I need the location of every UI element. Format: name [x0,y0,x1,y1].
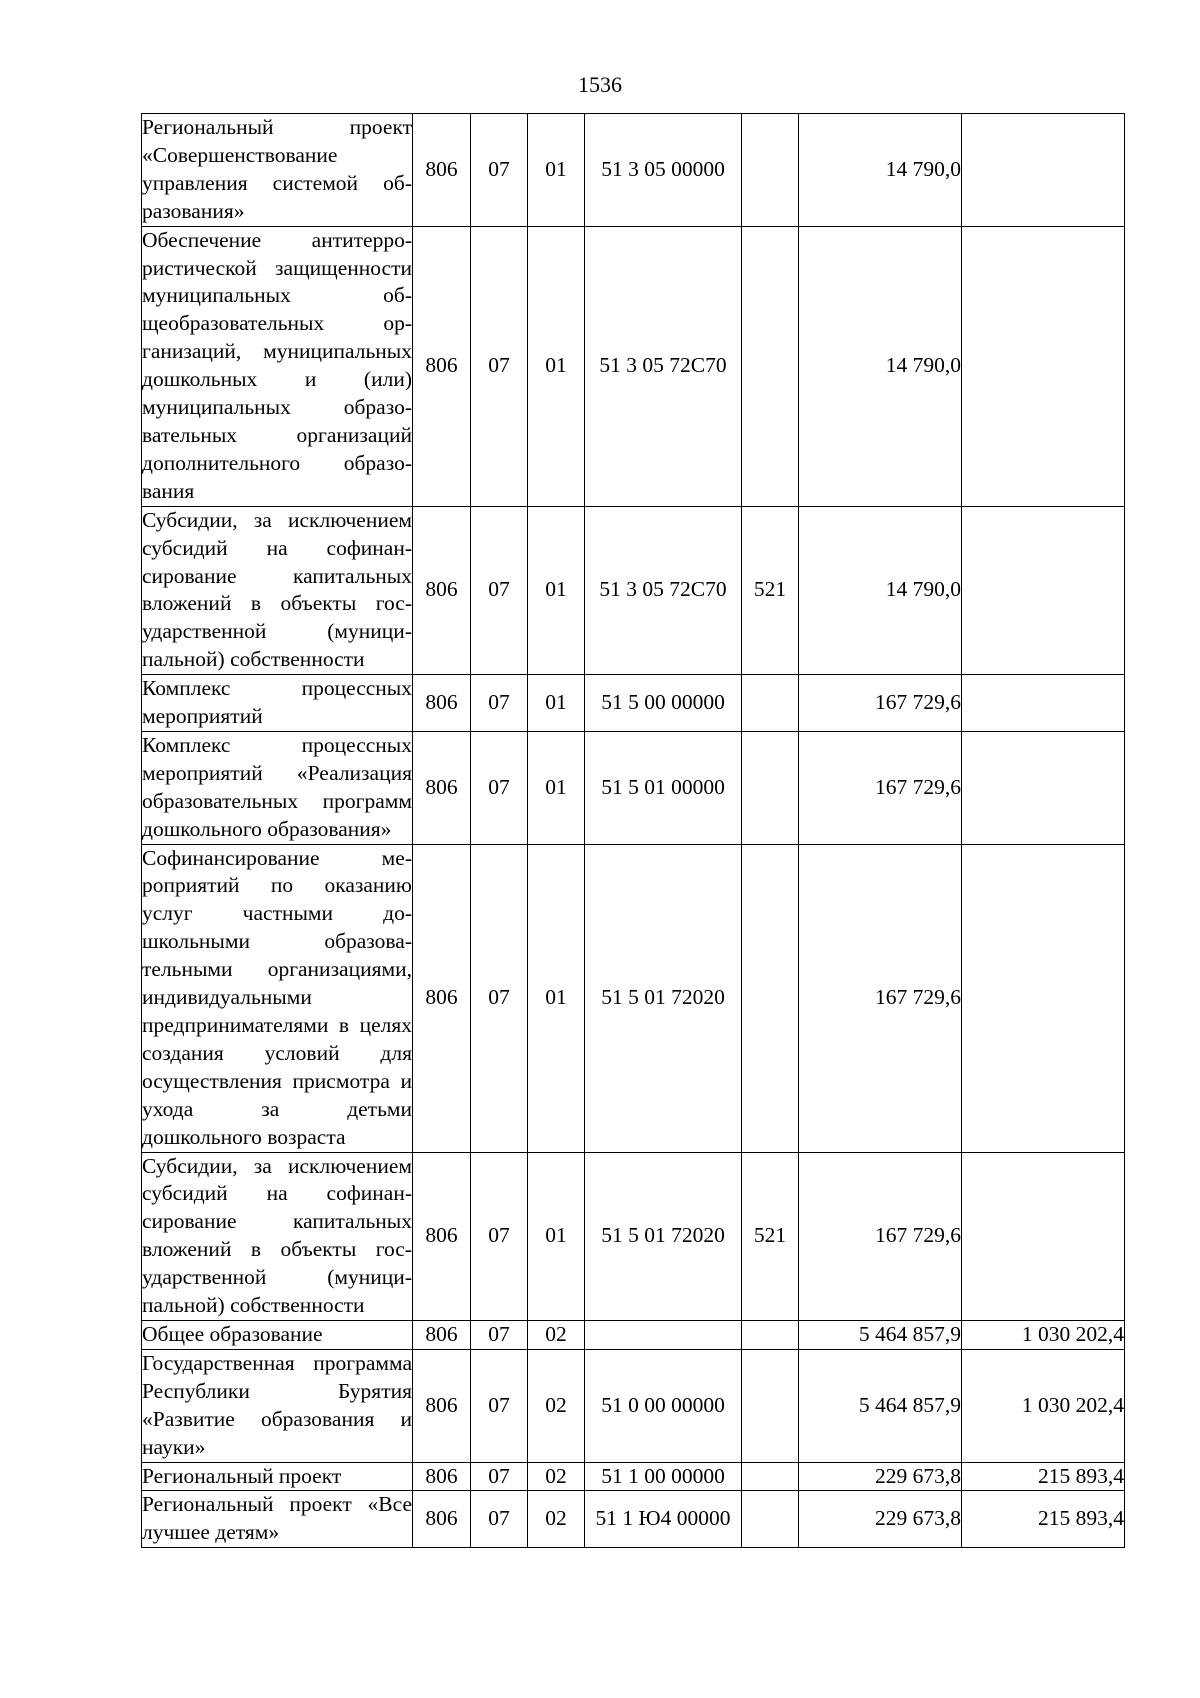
item-name: Комплекс процессных мероприятий [142,675,413,732]
amount-2: 215 893,4 [962,1491,1125,1548]
amount-1: 229 673,8 [799,1491,962,1548]
table-row [142,1320,1125,1349]
item-name: Субсидии, за исключением субсидий на софинансирование капитальных вложений в объекты государственной (муниципальной) собственности [142,506,413,674]
subsection-code: 01 [528,114,585,227]
amount-2 [962,675,1125,732]
section-code: 07 [471,1491,528,1548]
target-code: 51 0 00 00000 [585,1349,742,1462]
ministry-code: 806 [413,1491,471,1548]
amount-2: 1 030 202,4 [962,1320,1125,1349]
subsection-code: 02 [528,1320,585,1349]
subsection-code: 01 [528,226,585,506]
item-name: Государственная программа Республики Бурятия «Развитие образования и науки» [142,1349,413,1462]
item-name: Региональный проект «Совершенствование управления системой образования» [142,114,413,227]
ministry-code: 806 [413,1462,471,1491]
subsection-code: 01 [528,731,585,844]
table-row [142,844,1125,1152]
item-name: Региональный проект «Все лучшее детям» [142,1491,413,1548]
target-code: 51 3 05 00000 [585,114,742,227]
budget-table [141,113,1125,1548]
table-row [142,226,1125,506]
expense-type-code [742,844,799,1152]
amount-1: 167 729,6 [799,1152,962,1320]
amount-1: 14 790,0 [799,114,962,227]
subsection-code: 01 [528,506,585,674]
ministry-code: 806 [413,1320,471,1349]
section-code: 07 [471,506,528,674]
ministry-code: 806 [413,1349,471,1462]
section-code: 07 [471,844,528,1152]
amount-1: 167 729,6 [799,731,962,844]
amount-2 [962,114,1125,227]
table-row [142,1349,1125,1462]
amount-2 [962,844,1125,1152]
item-name: Софинансирование мероприятий по оказанию услуг частными дошкольными образовательными организациями, индивидуальными предпринимателями в целях создания условий для осуществления присмотра и ухода за детьми дошкольного возраста [142,844,413,1152]
amount-2: 1 030 202,4 [962,1349,1125,1462]
target-code: 51 5 01 00000 [585,731,742,844]
amount-2 [962,731,1125,844]
target-code: 51 3 05 72С70 [585,506,742,674]
amount-1: 5 464 857,9 [799,1349,962,1462]
table-body [142,114,1125,1548]
expense-type-code [742,1462,799,1491]
amount-1: 167 729,6 [799,675,962,732]
target-code: 51 1 00 00000 [585,1462,742,1491]
amount-1: 14 790,0 [799,226,962,506]
table-row [142,1491,1125,1548]
section-code: 07 [471,731,528,844]
ministry-code: 806 [413,731,471,844]
table-row [142,1462,1125,1491]
subsection-code: 02 [528,1462,585,1491]
expense-type-code [742,1320,799,1349]
section-code: 07 [471,1349,528,1462]
amount-2 [962,1152,1125,1320]
item-name: Обеспечение антитеррористической защищенности муниципальных общеобразовательных организаций, муниципальных дошкольных и (или) муниципальных образовательных организаций дополнительного образования [142,226,413,506]
expense-type-code [742,731,799,844]
ministry-code: 806 [413,114,471,227]
subsection-code: 01 [528,1152,585,1320]
section-code: 07 [471,226,528,506]
section-code: 07 [471,1320,528,1349]
section-code: 07 [471,114,528,227]
amount-1: 5 464 857,9 [799,1320,962,1349]
table-row [142,114,1125,227]
ministry-code: 806 [413,506,471,674]
table-row [142,731,1125,844]
item-name: Региональный проект [142,1462,413,1491]
expense-type-code [742,114,799,227]
section-code: 07 [471,1462,528,1491]
section-code: 07 [471,675,528,732]
amount-2: 215 893,4 [962,1462,1125,1491]
amount-1: 14 790,0 [799,506,962,674]
subsection-code: 01 [528,844,585,1152]
expense-type-code: 521 [742,506,799,674]
item-name: Общее образование [142,1320,413,1349]
table-row [142,1152,1125,1320]
ministry-code: 806 [413,1152,471,1320]
target-code: 51 5 01 72020 [585,844,742,1152]
section-code: 07 [471,1152,528,1320]
expense-type-code [742,1349,799,1462]
page-number: 1536 [578,72,622,97]
expense-type-code [742,1491,799,1548]
ministry-code: 806 [413,226,471,506]
expense-type-code [742,675,799,732]
ministry-code: 806 [413,675,471,732]
amount-2 [962,506,1125,674]
subsection-code: 02 [528,1349,585,1462]
target-code: 51 3 05 72С70 [585,226,742,506]
target-code: 51 5 00 00000 [585,675,742,732]
amount-1: 167 729,6 [799,844,962,1152]
table-row [142,675,1125,732]
subsection-code: 02 [528,1491,585,1548]
target-code [585,1320,742,1349]
amount-1: 229 673,8 [799,1462,962,1491]
ministry-code: 806 [413,844,471,1152]
item-name: Комплекс процессных мероприятий «Реализация образовательных программ дошкольного образования» [142,731,413,844]
item-name: Субсидии, за исключением субсидий на софинансирование капитальных вложений в объекты государственной (муниципальной) собственности [142,1152,413,1320]
table-row [142,506,1125,674]
expense-type-code [742,226,799,506]
amount-2 [962,226,1125,506]
expense-type-code: 521 [742,1152,799,1320]
subsection-code: 01 [528,675,585,732]
target-code: 51 1 Ю4 00000 [585,1491,742,1548]
target-code: 51 5 01 72020 [585,1152,742,1320]
